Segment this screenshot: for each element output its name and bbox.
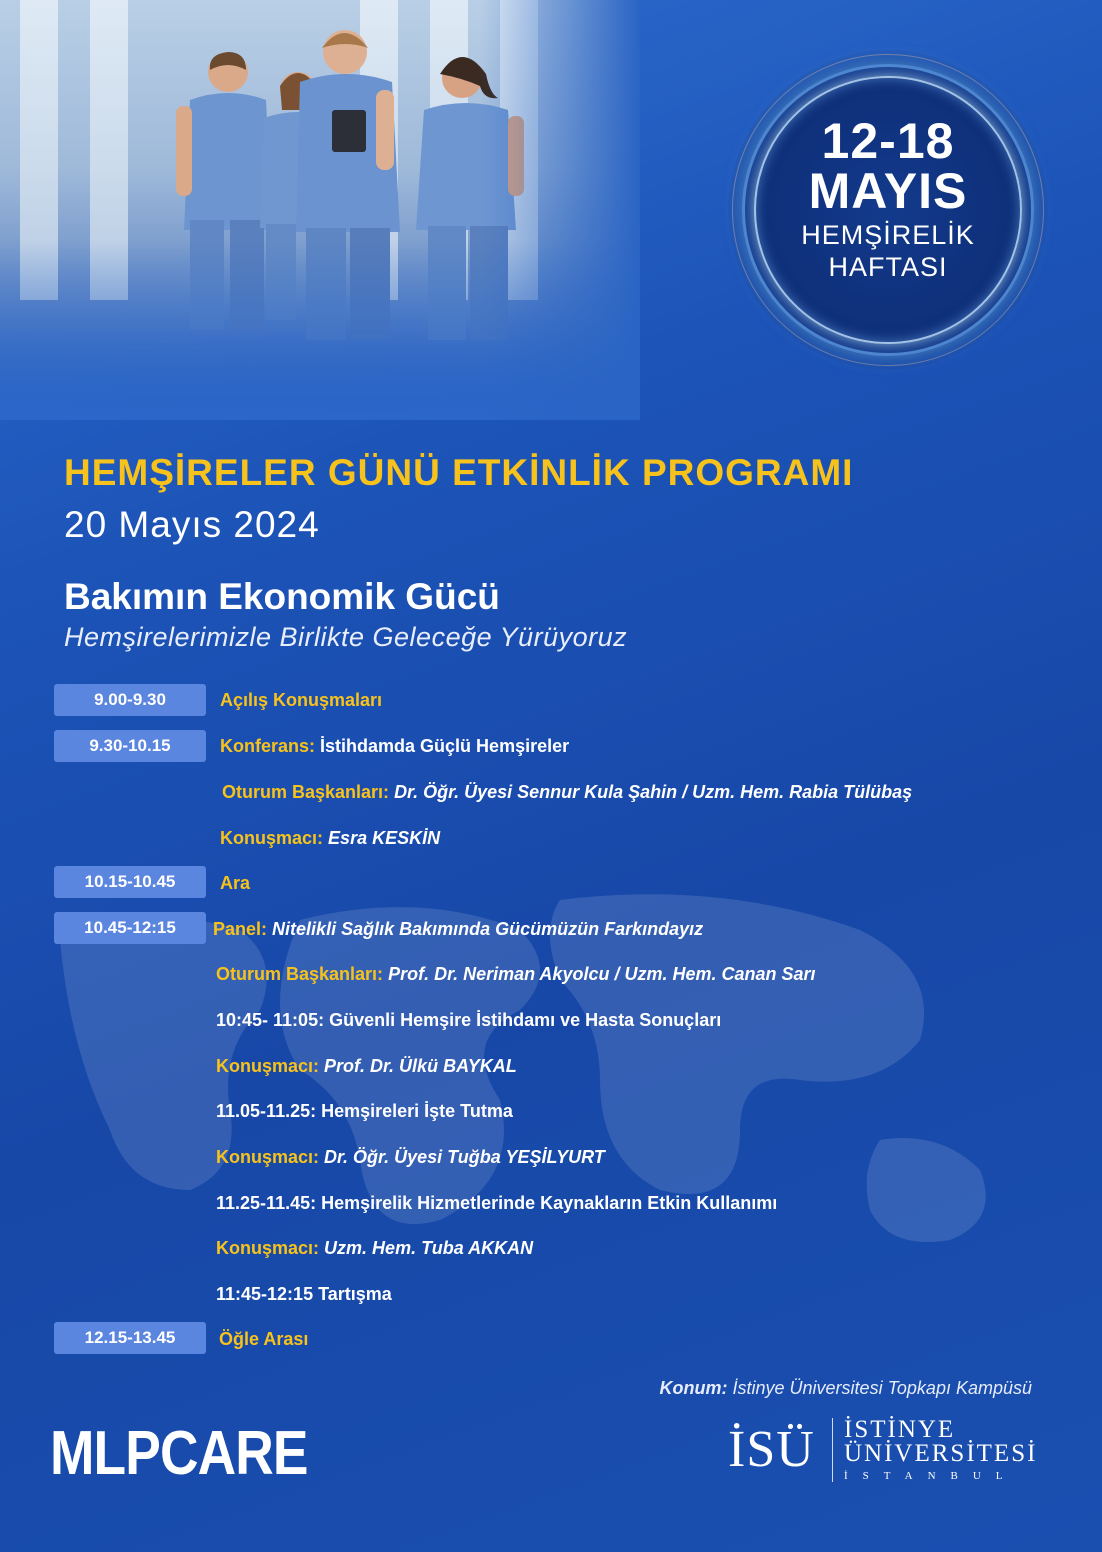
location-value: İstinye Üniversitesi Topkapı Kampüsü (732, 1378, 1032, 1398)
session-speaker (216, 1236, 533, 1260)
panel-label: Panel: (213, 919, 268, 939)
speaker-name: Esra KESKİN (328, 828, 441, 848)
session-chairs (222, 780, 912, 804)
speaker-label: Konuşmacı: (216, 1056, 320, 1076)
isu-name-line2: ÜNİVERSİTESİ (844, 1440, 1038, 1467)
program-date: 20 Mayıs 2024 (64, 504, 320, 545)
time-badge: 10.45-12:15 (54, 912, 206, 944)
speaker-name: Dr. Öğr. Üyesi Tuğba YEŞİLYURT (324, 1147, 605, 1167)
isu-name-line1: İSTİNYE (844, 1416, 956, 1443)
chairs-names: Prof. Dr. Neriman Akyolcu / Uzm. Hem. Canan Sarı (388, 964, 816, 984)
badge-dates: 12-18 (821, 113, 955, 169)
session-speaker (216, 1054, 517, 1078)
talk-item: 11.25-11.45: Hemşirelik Hizmetlerinde Kaynakların Etkin Kullanımı (216, 1193, 778, 1213)
time-badge: 9.30-10.15 (54, 730, 206, 762)
speaker-label: Konuşmacı: (216, 1238, 320, 1258)
speaker-name: Uzm. Hem. Tuba AKKAN (324, 1238, 534, 1258)
session-chairs (216, 962, 816, 986)
session-conference (220, 734, 569, 758)
program-title: HEMŞİRELER GÜNÜ ETKİNLİK PROGRAMI (64, 452, 854, 493)
time-badge: 9.00-9.30 (54, 684, 206, 716)
session-title: Öğle Arası (219, 1329, 309, 1349)
location-label: Konum: (659, 1378, 728, 1398)
isu-abbreviation: İSÜ (728, 1421, 815, 1478)
badge-line2: HAFTASI (828, 252, 948, 282)
mlpcare-logo: MLPCARE (50, 1419, 308, 1488)
session-speaker (220, 826, 440, 850)
week-badge (728, 50, 1048, 370)
talk-item: 11.05-11.25: Hemşireleri İşte Tutma (216, 1101, 513, 1121)
badge-month: MAYIS (808, 163, 968, 219)
chairs-label: Oturum Başkanları: (222, 782, 390, 802)
time-badge: 10.15-10.45 (54, 866, 206, 898)
location (660, 1378, 1032, 1399)
program-theme: Bakımın Ekonomik Gücü (64, 576, 500, 617)
conference-label: Konferans: (220, 736, 316, 756)
logo-divider (832, 1418, 833, 1482)
chairs-label: Oturum Başkanları: (216, 964, 384, 984)
panel-title: Nitelikli Sağlık Bakımında Gücümüzün Farkındayız (272, 919, 704, 939)
conference-title: İstihdamda Güçlü Hemşireler (320, 736, 570, 756)
program-subtheme: Hemşirelerimizle Birlikte Geleceğe Yürüyoruz (64, 622, 628, 652)
session-title: Açılış Konuşmaları (220, 690, 383, 710)
speaker-label: Konuşmacı: (216, 1147, 320, 1167)
isu-city: İSTANBUL (844, 1470, 1018, 1482)
hero-photo (0, 0, 640, 420)
session-panel (213, 917, 703, 941)
speaker-label: Konuşmacı: (220, 828, 324, 848)
badge-line1: HEMŞİRELİK (801, 220, 975, 250)
talk-item: 10:45- 11:05: Güvenli Hemşire İstihdamı ve Hasta Sonuçları (216, 1010, 722, 1030)
speaker-name: Prof. Dr. Ülkü BAYKAL (324, 1056, 517, 1076)
session-speaker (216, 1145, 605, 1169)
chairs-names: Dr. Öğr. Üyesi Sennur Kula Şahin / Uzm. Hem. Rabia Tülübaş (394, 782, 913, 802)
session-title: Ara (220, 873, 251, 893)
talk-item: 11:45-12:15 Tartışma (216, 1284, 392, 1304)
time-badge: 12.15-13.45 (54, 1322, 206, 1354)
